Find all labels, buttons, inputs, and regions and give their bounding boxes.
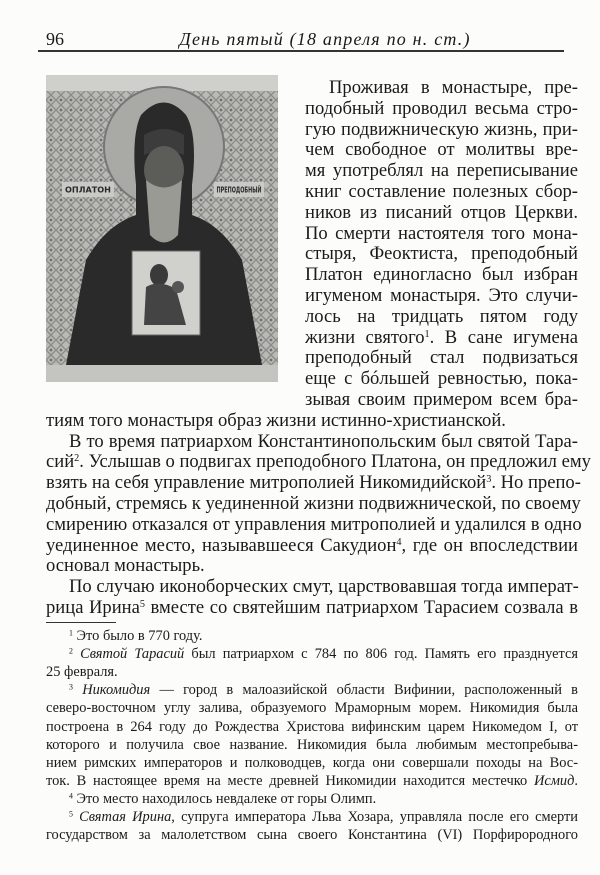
footnote-ref: 4 <box>69 791 73 801</box>
inscription-right: ПРЕПОДОБНЫЙ <box>216 185 262 195</box>
text-run: зывая своим примером всем бра- <box>305 389 578 410</box>
text-line <box>305 390 578 410</box>
footnote-line <box>69 790 578 808</box>
text-line <box>305 307 578 327</box>
text-line <box>305 99 578 119</box>
header-rule <box>38 50 564 52</box>
icon-bottom-border <box>46 365 278 382</box>
text-run: . Услышав о подвигах преподобного Платона, он предложил ему <box>79 451 591 473</box>
text-run: мя употреблял на переписывание <box>305 160 578 182</box>
text-run: государством за малолетством сына своего Константина (VI) Порфирородного <box>46 827 578 844</box>
text-run: . Но препо- <box>491 472 581 494</box>
text-run: основал монастырь. <box>46 555 205 577</box>
italic-term: Никомидия <box>82 682 151 699</box>
text-line <box>69 432 578 452</box>
footnote-line <box>69 681 578 699</box>
text-run: был патриархом с 784 по 806 год. Память его празднуется <box>184 646 578 663</box>
text-run: Это место находилось невдалеке от горы Олимп. <box>72 790 377 807</box>
text-run: жизни святого <box>305 326 425 348</box>
footnote-line <box>69 808 578 826</box>
italic-term: Исмид <box>533 772 575 789</box>
text-run: . В сане игумена <box>429 326 578 348</box>
page-number: 96 <box>46 29 64 49</box>
text-line <box>305 328 578 348</box>
text-line <box>305 203 578 223</box>
footnote-ref: 4 <box>396 536 402 548</box>
footnote-line <box>46 736 578 754</box>
footnote-rule <box>46 622 116 623</box>
footnote-ref: 1 <box>424 328 430 340</box>
icon-illustration <box>46 75 278 382</box>
text-run: вместе со святейшим патриархом Тарасием созвала в <box>145 597 578 618</box>
footnote-ref: 2 <box>74 453 80 465</box>
text-line <box>305 265 578 285</box>
text-run: игуменом монастыря. Это случи- <box>305 285 578 306</box>
text-run: В то время патриархом Константинопольским был святой Тара- <box>69 430 578 452</box>
text-line <box>46 451 591 473</box>
text-run: которого и получила свое название. Никомидия была любимым местопребыва- <box>46 736 578 753</box>
footnote-line <box>46 718 578 736</box>
text-run: рица Ирина <box>46 597 140 618</box>
running-head: День пятый (18 апреля по н. ст.) <box>179 29 471 49</box>
text-line <box>46 598 578 618</box>
text-line <box>305 182 578 202</box>
beard <box>146 180 182 243</box>
text-run: ток. В настоящее время на месте древней Никомидии находится местечко <box>46 772 534 789</box>
text-line <box>305 244 578 264</box>
text-line <box>305 348 578 368</box>
text-line <box>46 513 582 535</box>
text-run: 25 февраля. <box>46 664 118 681</box>
text-line <box>305 140 578 160</box>
text-line <box>46 556 578 576</box>
footnote-line <box>69 627 578 645</box>
text-run: уединенное место, называвшееся Сакудион <box>46 534 397 556</box>
text-line <box>329 78 578 98</box>
text-run: Проживая в монастыре, пре- <box>329 77 578 98</box>
text-run: преподобный стал подвизаться <box>305 347 578 369</box>
text-run: . <box>574 772 578 789</box>
footnote-ref: 3 <box>486 474 492 486</box>
text-run: взять на себя управление митрополией Никомидийской <box>46 472 487 494</box>
text-run: книг составление полезных сбор- <box>305 181 578 202</box>
text-run: еще с бóльшей ревностью, пока- <box>305 368 578 390</box>
text-line <box>69 577 578 597</box>
footnote-line <box>46 699 578 717</box>
text-run: добный, стремясь к уединенной жизни подвижнической, по своему <box>46 493 581 514</box>
text-run: , где он впоследствии <box>401 534 578 556</box>
held-icon-child <box>172 281 184 293</box>
text-line <box>46 536 578 556</box>
text-run: гую подвижническую жизнь, при- <box>305 118 578 140</box>
italic-term: Святой Тарасий <box>80 646 185 663</box>
footnote-line <box>69 645 578 663</box>
text-run: По смерти настоятеля того мона- <box>305 222 578 244</box>
text-run: чем свободное от молитвы вре- <box>305 139 578 161</box>
inscription-left: ОПЛАТОН <box>65 185 111 195</box>
text-line <box>305 161 578 181</box>
text-run: лось на тридцать пятом году <box>305 305 578 327</box>
text-run: По случаю иконоборческих смут, царствовавшая тогда императ- <box>69 576 579 598</box>
text-run: Платон единогласно был избран <box>305 264 578 286</box>
footnote-ref: 5 <box>139 598 145 610</box>
text-line <box>46 411 578 431</box>
text-run <box>73 682 82 698</box>
footnote-line <box>46 772 578 790</box>
footnote-ref: 2 <box>69 646 73 656</box>
text-run: тиям того монастыря образ жизни истинно-христианской. <box>46 409 506 431</box>
text-run: северо-восточном углу залива, образуемого Мраморным морем. Никомидия была <box>46 700 578 717</box>
footnote-line <box>46 754 578 772</box>
text-run: сий <box>46 451 75 473</box>
text-run: ников из писаний отцов Церкви. <box>305 201 578 223</box>
text-line <box>46 472 581 494</box>
text-run: построена в 264 году до Рождества Христова вифинским царем Никомедом I, от <box>46 718 578 735</box>
italic-term: Святая Ирина <box>79 809 172 825</box>
footnote-ref: 3 <box>69 682 73 692</box>
text-line <box>305 286 578 306</box>
footnote-ref: 1 <box>69 628 73 638</box>
footnote-line <box>46 663 578 681</box>
text-run: Это было в 770 году. <box>72 628 203 644</box>
footnote-line <box>46 826 578 844</box>
text-run: — город в малоазийской области Вифинии, расположенный в <box>150 682 578 699</box>
text-run: стыря, Феоктиста, преподобный <box>305 243 578 265</box>
text-run: нием римских императоров и полководцев, когда они совершали походы на Вос- <box>46 754 578 771</box>
footnote-ref: 5 <box>69 809 73 819</box>
text-line <box>305 120 578 140</box>
text-run: подобный проводил весьма стро- <box>305 97 578 119</box>
text-line <box>305 224 578 244</box>
text-line <box>305 369 578 389</box>
text-line <box>46 493 581 514</box>
text-run: , супруга императора Льва Хозара, управляла после его смерти <box>171 809 578 825</box>
held-icon-virgin-head <box>150 264 168 286</box>
text-run: смирению отказался от управления митрополией и удалился в одно <box>46 513 582 535</box>
